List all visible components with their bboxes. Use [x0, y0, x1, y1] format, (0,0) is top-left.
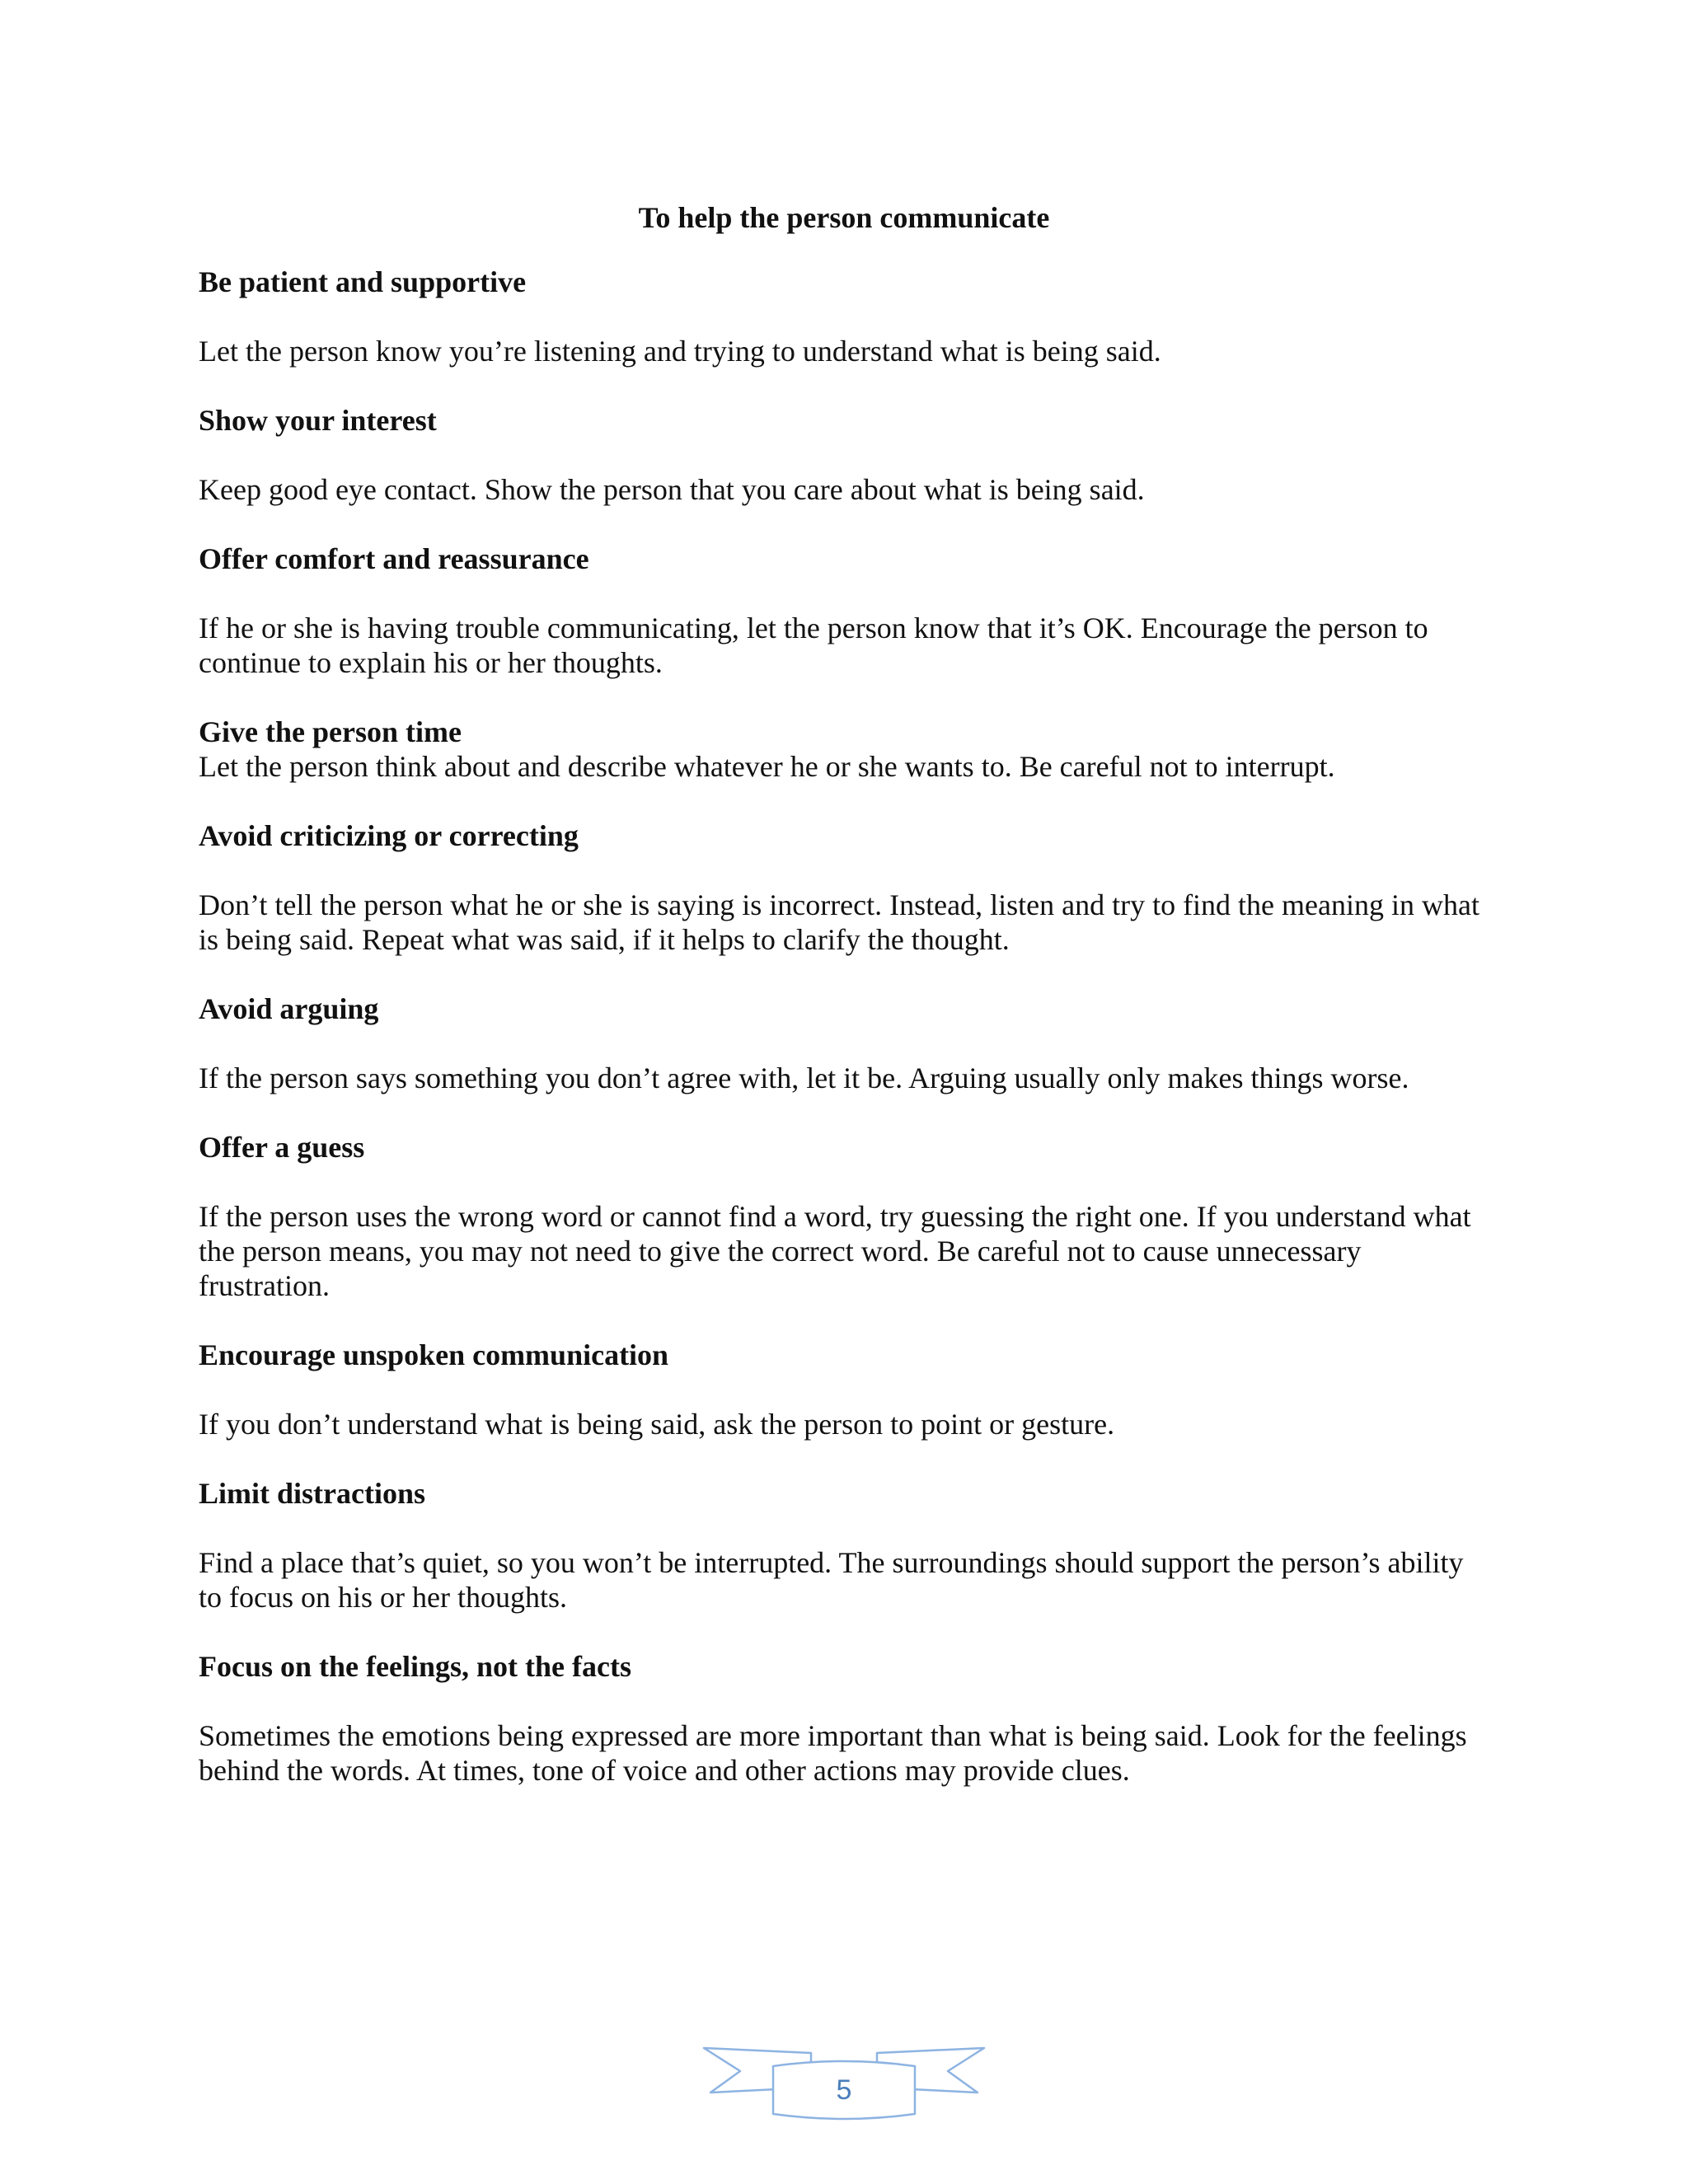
section-unspoken-communication	[199, 1338, 1493, 1476]
section-paragraph: Sometimes the emotions being expressed are more important than what is being said. Look for the feelings behind the words. At times, tone of voice and other actions may provide clues.	[199, 1719, 1467, 1787]
section-paragraph: If he or she is having trouble communicating, let the person know that it’s OK. Encourage the person to continue to explain his or her thoughts.	[199, 612, 1428, 679]
section-paragraph: If the person uses the wrong word or cannot find a word, try guessing the right one. If you understand what the person means, you may not need to give the correct word. Be careful not to cause unnecessary frustration.	[199, 1200, 1471, 1302]
section-heading: Be patient and supportive	[199, 265, 527, 298]
section-paragraph: If the person says something you don’t agree with, let it be. Arguing usually only makes things worse.	[199, 1062, 1409, 1094]
section-heading: Offer a guess	[199, 1131, 365, 1164]
section-heading: Show your interest	[199, 404, 437, 437]
section-avoid-arguing	[199, 991, 1493, 1130]
section-heading: Encourage unspoken communication	[199, 1338, 669, 1371]
section-show-interest	[199, 403, 1493, 541]
section-focus-feelings	[199, 1649, 1493, 1788]
section-heading: Avoid arguing	[199, 992, 379, 1025]
section-heading: Limit distractions	[199, 1477, 425, 1510]
section-paragraph: Keep good eye contact. Show the person that you care about what is being said.	[199, 473, 1145, 506]
section-heading: Avoid criticizing or correcting	[199, 819, 579, 852]
document-body	[199, 265, 1493, 1788]
section-give-time	[199, 715, 1493, 818]
section-heading: Offer comfort and reassurance	[199, 542, 589, 575]
section-heading: Give the person time	[199, 715, 462, 748]
page-number: 5	[836, 2074, 852, 2106]
page-number-banner	[702, 2041, 986, 2125]
section-paragraph: Let the person think about and describe whatever he or she wants to. Be careful not to interrupt.	[199, 750, 1335, 783]
section-heading: Focus on the feelings, not the facts	[199, 1650, 631, 1683]
section-paragraph: Find a place that’s quiet, so you won’t be interrupted. The surroundings should support the person’s ability to focus on his or her thoughts.	[199, 1546, 1464, 1614]
section-offer-comfort	[199, 541, 1493, 715]
section-limit-distractions	[199, 1476, 1493, 1649]
section-paragraph: Don’t tell the person what he or she is saying is incorrect. Instead, listen and try to find the meaning in what is being said. Repeat what was said, if it helps to clarify the thought.	[199, 888, 1479, 956]
page-title: To help the person communicate	[638, 201, 1050, 234]
section-be-patient	[199, 265, 1493, 403]
section-offer-guess	[199, 1130, 1493, 1338]
section-paragraph: Let the person know you’re listening and trying to understand what is being said.	[199, 335, 1161, 368]
section-avoid-criticizing	[199, 818, 1493, 991]
section-paragraph: If you don’t understand what is being said, ask the person to point or gesture.	[199, 1408, 1115, 1441]
